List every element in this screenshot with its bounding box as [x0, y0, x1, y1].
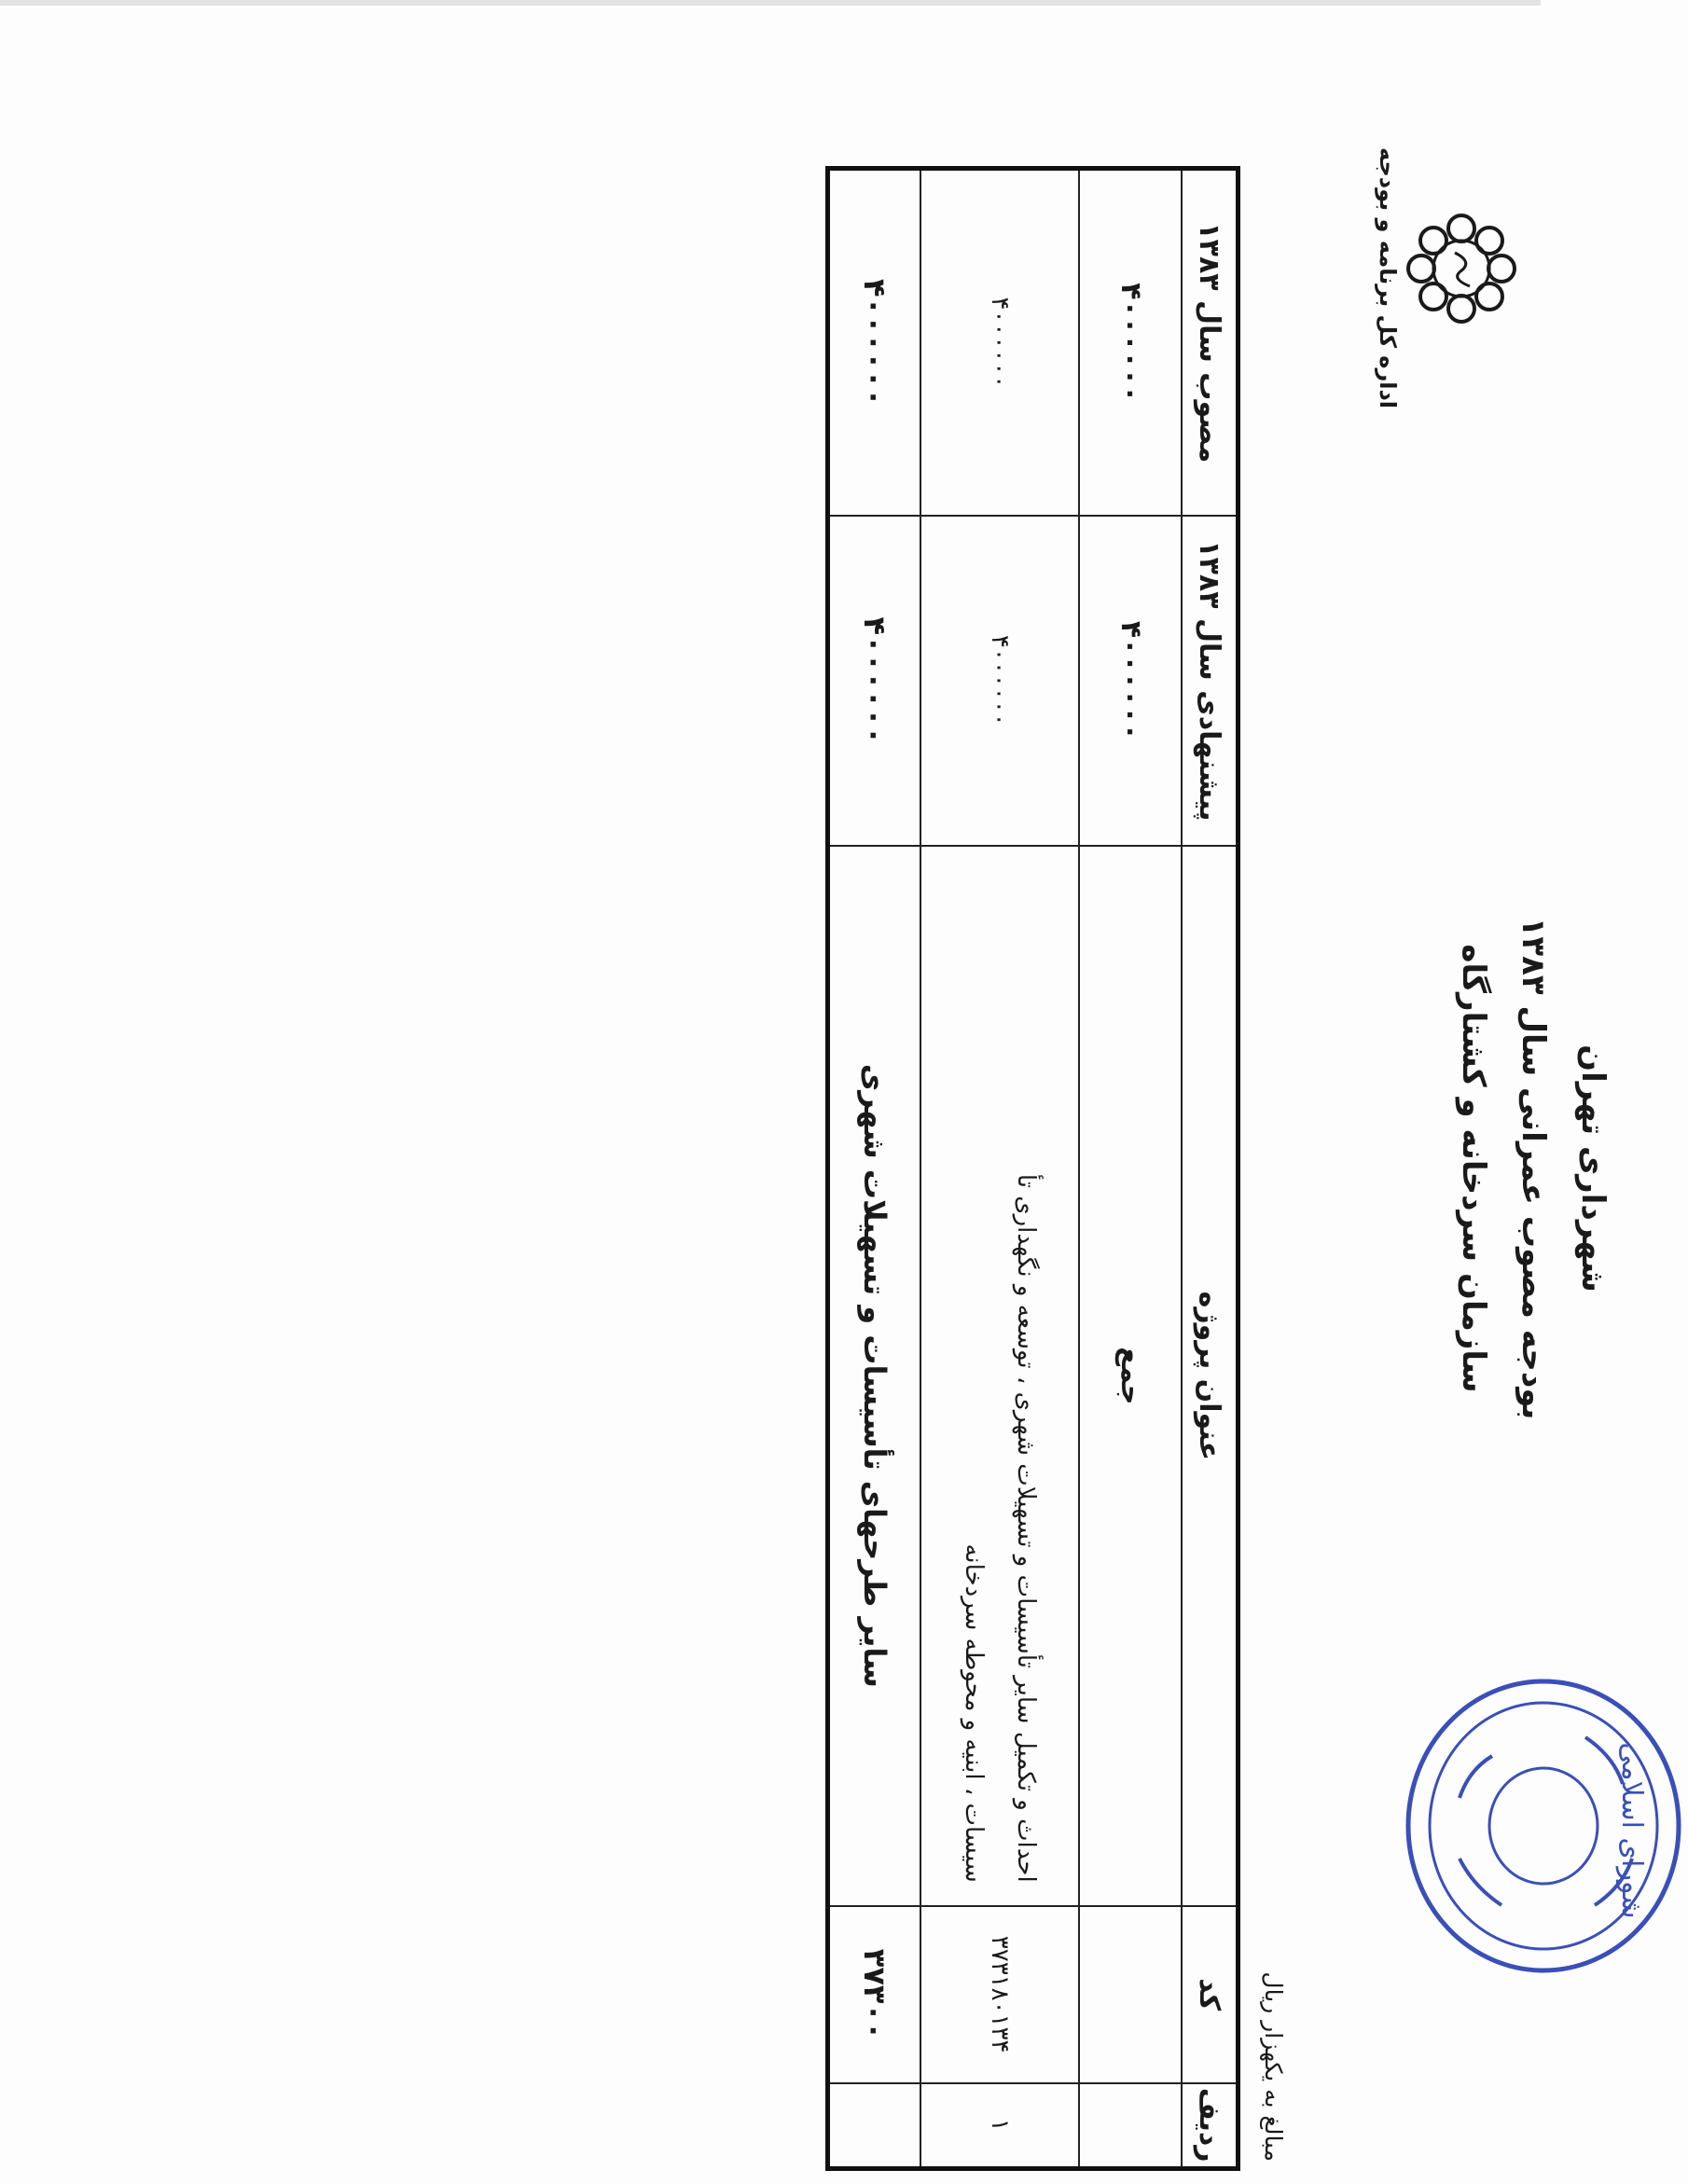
header-title: عنوان پروژه [1183, 846, 1238, 1906]
budget-title: بودجه مصوب عمرانی سال ۱۳۸۳ [1515, 917, 1552, 1420]
tehran-municipality-emblem-icon [1401, 208, 1522, 329]
sum-code-cell [1080, 1906, 1183, 2083]
row-title-line2: سیسات ، ابنیه و محوطه سردخانه [960, 1543, 989, 1883]
sum-proposed: ۴۰۰۰۰۰۰ [1080, 516, 1183, 846]
total-title: سایر طرحهای تأسیسات و تسهیلات شهری [828, 846, 921, 1906]
header-proposed: پیشنهادی سال ۱۳۸۳ [1183, 516, 1238, 846]
header-code: کد [1183, 1906, 1238, 2083]
header-radif: ردیف [1183, 2083, 1238, 2169]
council-seal-stamp-icon [1399, 1672, 1688, 1980]
sum-approved: ۴۰۰۰۰۰۰ [1080, 169, 1183, 516]
budget-table [825, 166, 1240, 2171]
sum-row [1080, 169, 1183, 2169]
total-proposed: ۴۰۰۰۰۰۰ [828, 516, 921, 846]
organization-title: سازمان سردخانه و کشتارگاه [1455, 944, 1492, 1393]
row-title [921, 846, 1080, 1906]
stamp-text: شورای اسلامی [1615, 1742, 1648, 1919]
sum-radif-cell [1080, 2083, 1183, 2169]
unit-note: مبالغ به یکهزار ریال [1260, 1971, 1287, 2162]
total-radif-cell [828, 2083, 921, 2169]
row-title-line1: احداث و تکمیل سایر تأسیسات و تسهیلات شهری ، توسعه و نگهداری تأ [1012, 1173, 1041, 1883]
municipality-title: شهرداری تهران [1574, 1044, 1612, 1292]
row-approved: ۴۰۰۰۰۰۰ [921, 169, 1080, 516]
row-proposed: ۴۰۰۰۰۰۰ [921, 516, 1080, 846]
row-radif: ۱ [921, 2083, 1080, 2169]
header-approved: مصوب سال ۱۳۸۳ [1183, 169, 1238, 516]
total-code: ۳۷۳۰۰ [828, 1906, 921, 2083]
logo-caption: اداره کل برنامه و بودجه [1375, 146, 1401, 409]
department-logo [1203, 146, 1539, 446]
total-approved: ۴۰۰۰۰۰۰ [828, 169, 921, 516]
table-header-row [1183, 169, 1238, 2169]
document-header [1455, 726, 1613, 1611]
sum-label: جمع [1080, 846, 1183, 1906]
scan-edge [0, 0, 1541, 6]
rotated-budget-sheet [289, 146, 1648, 2171]
program-total-row [828, 169, 921, 2169]
table-row [921, 169, 1080, 2169]
row-code: ۳۷۳۱۸۰۱۳۴ [921, 1906, 1080, 2083]
